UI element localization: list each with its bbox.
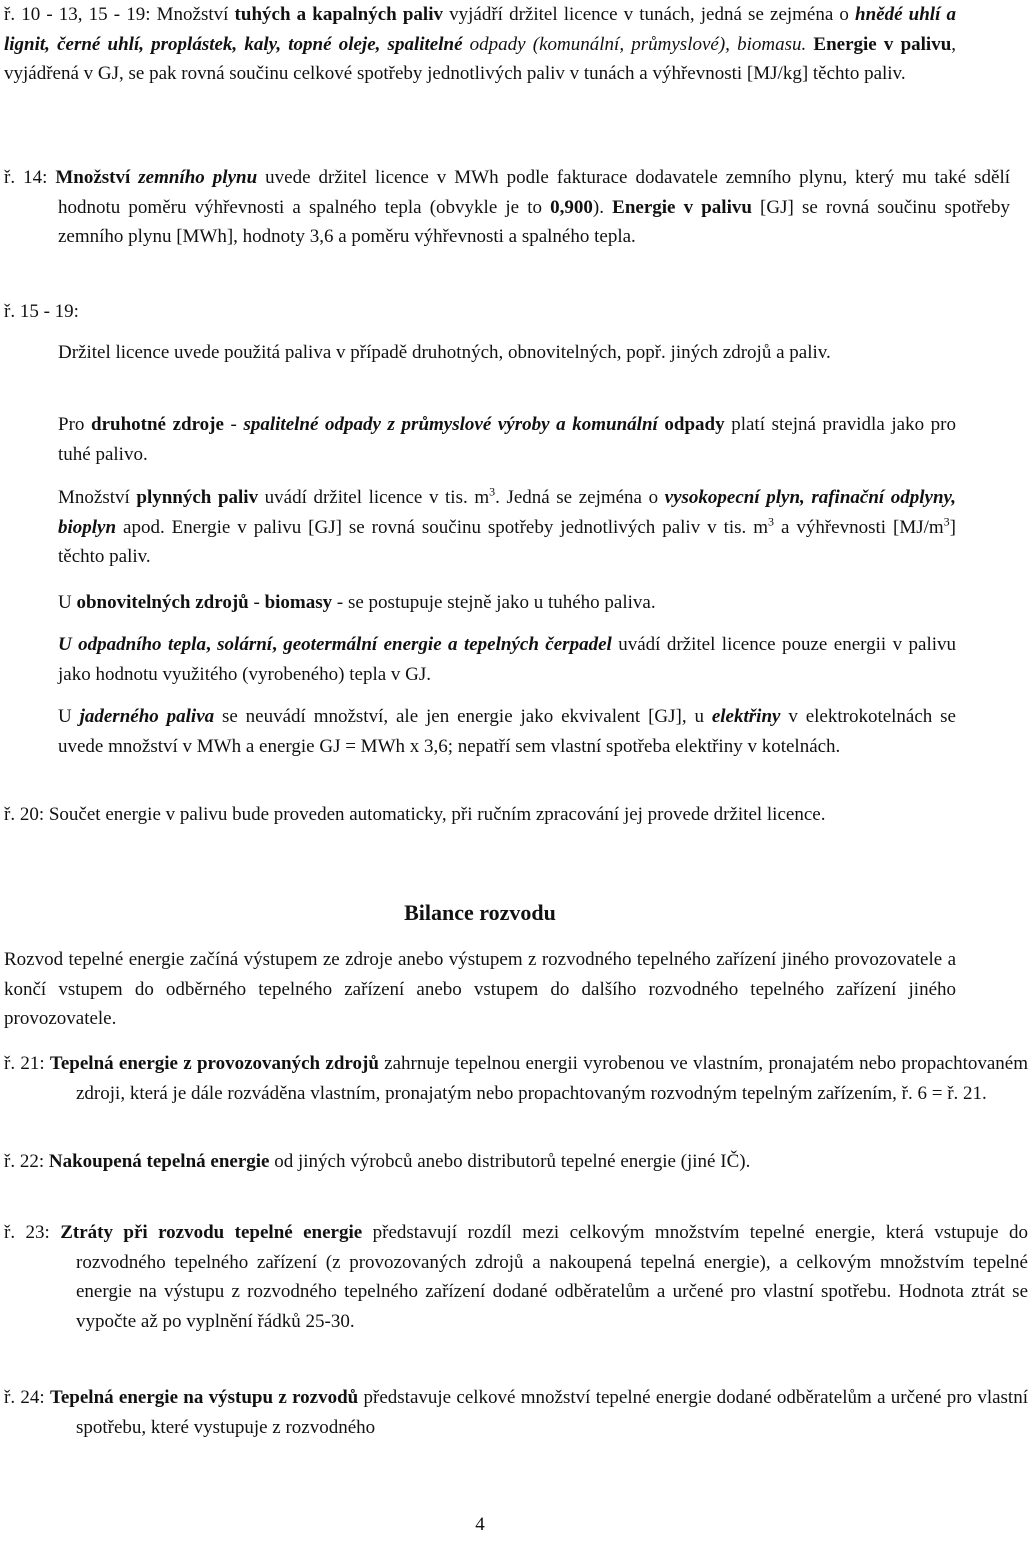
paragraph-waste-heat: U odpadního tepla, solární, geotermální energie a tepelných čerpadel uvádí držitel licence pouze energii v palivu jako hodnotu využitého (vyrobeného) tepla v GJ. (58, 634, 957, 685)
paragraph-row-23: ř. 23: Ztráty při rozvodu tepelné energie představují rozdíl mezi celkovým množstvím tepelné energie, která vstupuje do rozvodného tepelného zařízení (z provozovaných zdrojů a nakoupená tepelná energie), a celkovým množstvím tepelné energie na výstupu z rozvodného tepelného zařízení dodané odběratelům a určené pro vlastní spotřebu. Hodnota ztrát se vypočte až po vyplnění řádků 25-30. (4, 1222, 1028, 1332)
paragraph-distribution-intro: Rozvod tepelné energie začíná výstupem ze zdroje anebo výstupem z rozvodného tepelného zařízení jiného provozovatele a končí vstupem do odběrného tepelného zařízení anebo vstupem do dalšího rozvodného tepelného zařízení jiného provozovatele. (4, 949, 956, 1029)
bold-term: Energie v palivu (813, 33, 952, 55)
bold-term: Energie v palivu (612, 196, 752, 218)
row-label: ř. 24: (4, 1387, 50, 1408)
row-label: ř. 23: (4, 1222, 61, 1243)
paragraph-row-24: ř. 24: Tepelná energie na výstupu z rozvodů představuje celkové množství tepelné energie dodané odběratelům a určené pro vlastní spotřebu, které vystupuje z rozvodného (4, 1387, 1028, 1438)
bold-italic-term: geotermální energie a tepelných čerpadel (283, 634, 612, 655)
bold-italic-term: elektřiny (711, 706, 781, 727)
page-number: 4 (475, 1514, 485, 1535)
text-run: vyjádří držitel licence v tunách, jedná se zejména o (443, 4, 856, 25)
fuel-list: hnědé uhlí a lignit, černé uhlí, proplástek, kaly, topné oleje, spalitelné (4, 4, 956, 55)
section-title: Bilance rozvodu (404, 900, 556, 925)
bold-term: Množství (55, 167, 139, 188)
row-label: ř. 10 - 13, 15 - 19: Množství (4, 4, 235, 25)
paragraph-holder-fuels: Držitel licence uvede použitá paliva v případě druhotných, obnovitelných, popř. jiných zdrojů a paliv. (58, 342, 831, 363)
paragraph-secondary-sources: Pro druhotné zdroje - spalitelné odpady z průmyslové výroby a komunální odpady platí stejná pravidla jako pro tuhé palivo. (58, 414, 956, 465)
bold-value: 0,900 (550, 196, 593, 218)
bold-term: druhotné zdroje (91, 414, 224, 435)
bold-italic-term: zemního plynu (138, 167, 258, 188)
paragraph-renewables: U obnovitelných zdrojů - biomasy - se postupuje stejně jako u tuhého paliva. (58, 592, 656, 613)
bold-italic-term: jaderného paliva (79, 706, 215, 727)
row-label: ř. 22: (4, 1151, 49, 1172)
paragraph-gaseous-fuels: Množství plynných paliv uvádí držitel licence v tis. $m^3$. Jedná se zejména o vysokopecní plyn, rafinační odplyny, bioplyn apod. Energie v palivu [GJ] se rovná součinu spotřeby jednotlivých paliv v tis. $m^3$ a výhřevnosti $[MJ/m^3]$ těchto paliv. (58, 484, 957, 567)
bold-italic-term: vysokopecní plyn, rafinační odplyny, bioplyn (58, 487, 957, 538)
paragraph-nuclear: U jaderného paliva se neuvádí množství, ale jen energie jako ekvivalent [GJ], u elektřiny v elektrokotelnách se uvede množství v MWh a energie GJ = MWh x 3,6; nepatří sem vlastní spotřeba elektřiny v kotelnách. (58, 706, 956, 757)
paragraph-row-21: ř. 21: Tepelná energie z provozovaných zdrojů zahrnuje tepelnou energii vyrobenou ve vlastním, pronajatém nebo propachtovaném zdroji, která je dále rozváděna vlastním, pronajatým nebo propachtovaným rozvodným tepelným zařízením, ř. 6 = ř. 21. (4, 1053, 1028, 1104)
row-label: ř. 21: (4, 1053, 50, 1074)
bold-term: biomasy (264, 592, 333, 613)
bold-term: tuhých a kapalných paliv (234, 4, 443, 25)
bold-italic-term: U odpadního tepla (58, 634, 206, 655)
bold-term: Tepelná energie na výstupu z rozvodů (49, 1387, 359, 1408)
fuel-list-cont: odpady (komunální, průmyslové), biomasu. (462, 33, 807, 55)
row-label-15-19: ř. 15 - 19: (4, 301, 79, 322)
row-label: ř. 14: (4, 167, 56, 188)
bold-term: Nakoupená tepelná energie (48, 1151, 270, 1172)
bold-term: obnovitelných zdrojů (76, 592, 249, 613)
text-run: , vyjádřená v GJ, se pak rovná součinu celkové spotřeby jednotlivých paliv v tunách a výhřevnosti [MJ/kg] těchto paliv. (4, 33, 957, 84)
bold-term: plynných paliv (136, 487, 259, 508)
paragraph-row-14: ř. 14: Množství zemního plynu uvede držitel licence v MWh podle fakturace dodavatele zemního plynu, který mu také sdělí hodnotu poměru výhřevnosti a spalného tepla (obvykle je to 0,900). Energie v palivu [GJ] se rovná součinu spotřeby zemního plynu [MWh], hodnoty 3,6 a poměru výhřevnosti a spalného tepla. (4, 167, 1011, 247)
bold-term: Tepelná energie z provozovaných zdrojů (49, 1053, 379, 1074)
paragraph-rows-10-19 (4, 0, 956, 89)
text-run: [GJ] se rovná součinu spotřeby zemního plynu [MWh], hodnoty 3,6 a poměru výhřevnosti a spalného tepla. (58, 196, 1010, 247)
bold-italic-term: spalitelné odpady z průmyslové výroby a komunální (243, 414, 658, 435)
text-run: uvede držitel licence v MWh podle fakturace dodavatele zemního plynu, který mu také sdělí hodnotu poměru výhřevnosti a spalného tepla (obvykle je to (58, 167, 1011, 218)
bold-italic-term: solární (217, 634, 273, 655)
paragraph-row-22: ř. 22: Nakoupená tepelná energie od jiných výrobců anebo distributorů tepelné energie (jiné IČ). (4, 1151, 751, 1172)
paragraph-row-20: ř. 20: Součet energie v palivu bude proveden automaticky, při ručním zpracování jej provede držitel licence. (4, 804, 826, 825)
bold-term: odpady (664, 414, 725, 435)
bold-term: Ztráty při rozvodu tepelné energie (60, 1222, 363, 1243)
